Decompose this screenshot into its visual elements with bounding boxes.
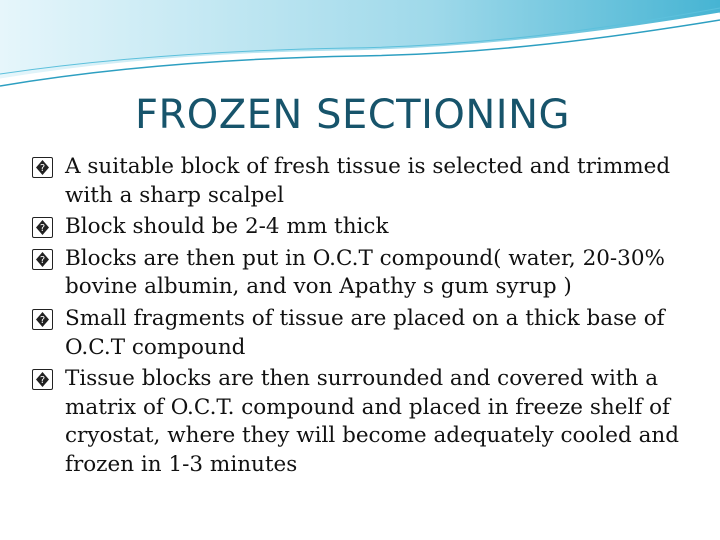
replacement-char-icon [32,217,53,238]
bullet-item [32,153,692,210]
svg-text:?: ? [39,223,46,235]
bullet-item [32,305,692,362]
slide-title: FROZEN SECTIONING [134,92,571,138]
bullet-text: Small fragments of tissue are placed on a thick base of O.C.T compound [65,305,665,360]
bullet-item [32,365,692,479]
wave-header-decoration [0,0,720,100]
svg-text:?: ? [39,375,46,387]
bullet-text: Block should be 2-4 mm thick [65,214,389,240]
replacement-char-icon [32,249,53,270]
wave-fill [0,0,720,80]
bullet-list [32,153,692,483]
replacement-char-icon [32,369,53,390]
bullet-item [32,245,692,302]
replacement-char-icon [32,309,53,330]
svg-text:?: ? [39,254,46,266]
bullet-item [32,213,692,242]
bullet-text: Blocks are then put in O.C.T compound( water, 20-30% bovine albumin, and von Apathy s gum syrup ) [65,245,665,300]
bullet-text: Tissue blocks are then surrounded and covered with a matrix of O.C.T. compound and placed in freeze shelf of cryostat, where they will become adequately cooled and frozen in 1-3 minutes [65,366,679,477]
svg-text:?: ? [39,314,46,326]
svg-text:?: ? [39,163,46,174]
replacement-char-icon [32,157,53,178]
bullet-text: A suitable block of fresh tissue is selected and trimmed with a sharp scalpel [65,154,671,208]
